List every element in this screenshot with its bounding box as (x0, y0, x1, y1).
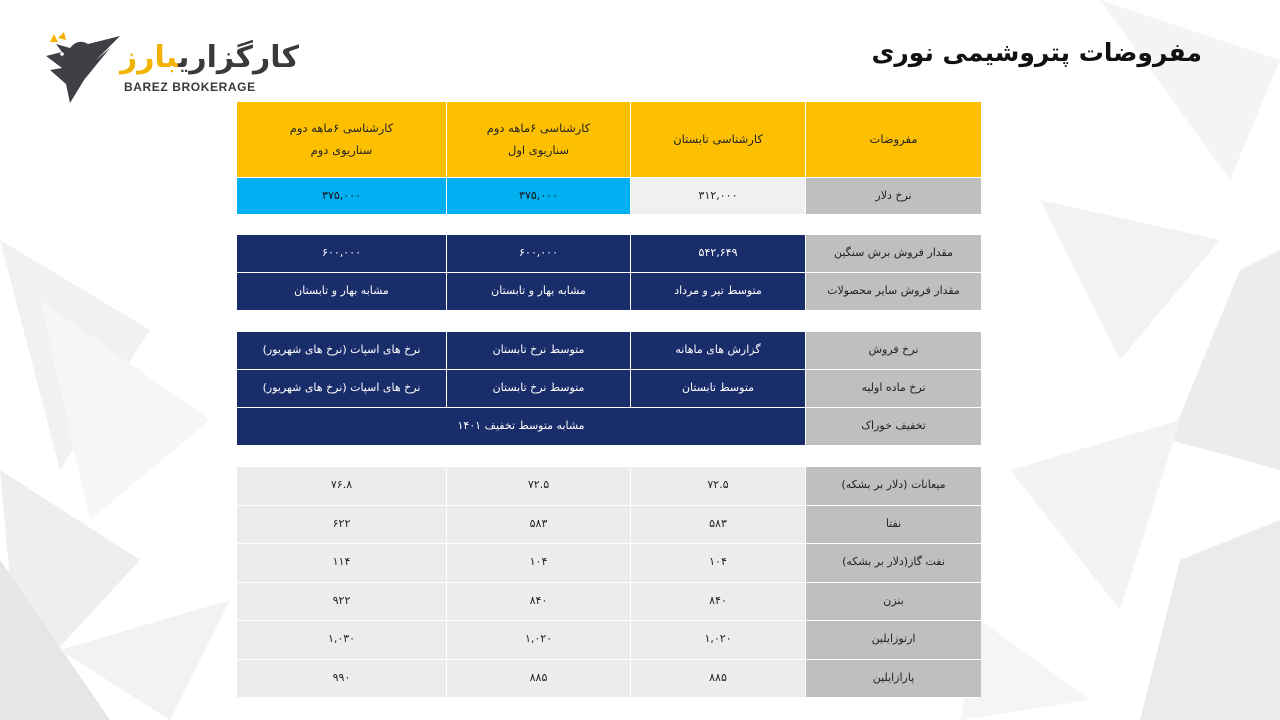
paraxylene-s1: ۸۸۵ (447, 660, 631, 699)
brand-name-persian: کارگزاریبارز (120, 40, 299, 75)
header-scenario-2-text: کارشناسی ۶ماهه دوم سناریوی دوم (289, 120, 394, 157)
dollar-rate-summer: ۳۱۲,۰۰۰ (631, 178, 806, 215)
condensate-s1: ۷۲.۵ (447, 467, 631, 506)
gasoil-summer: ۱۰۴ (631, 544, 806, 583)
header-summer: کارشناسی تابستان (631, 102, 806, 178)
table-row (237, 332, 981, 370)
sales-other-s1: مشابه بهار و تابستان (447, 273, 631, 311)
feed-discount-label: تخفیف خوراک (806, 408, 981, 446)
dollar-rate-row (237, 178, 981, 215)
table-row (237, 408, 981, 446)
table-row (237, 370, 981, 408)
sale-rate-s2: نرخ های اسپات (نرخ های شهریور) (237, 332, 447, 370)
naphtha-summer: ۵۸۳ (631, 506, 806, 545)
condensate-summer: ۷۲.۵ (631, 467, 806, 506)
sales-heavy-s2: ۶۰۰,۰۰۰ (237, 235, 447, 273)
header-scenario-1-text: کارشناسی ۶ماهه دوم سناریوی اول (486, 120, 591, 157)
table-row (237, 467, 981, 506)
sales-heavy-s1: ۶۰۰,۰۰۰ (447, 235, 631, 273)
dollar-rate-s2: ۳۷۵,۰۰۰ (237, 178, 447, 215)
brand-name-english: BAREZ BROKERAGE (124, 80, 256, 94)
page-title: مفروضات پتروشیمی نوری (871, 38, 1202, 67)
feed-rate-summer: متوسط تابستان (631, 370, 806, 408)
gasoil-s2: ۱۱۴ (237, 544, 447, 583)
table-row (237, 273, 981, 311)
table-row (237, 544, 981, 583)
eagle-logo-icon (40, 30, 122, 105)
benzene-s1: ۸۴۰ (447, 583, 631, 622)
condensate-label: میعانات (دلار بر بشکه) (806, 467, 981, 506)
sale-rate-s1: متوسط نرخ تابستان (447, 332, 631, 370)
table-row (237, 583, 981, 622)
sales-other-label: مقدار فروش سایر محصولات (806, 273, 981, 311)
sales-other-summer: متوسط تیر و مرداد (631, 273, 806, 311)
brand-logo (40, 30, 299, 105)
header-assumptions: مفروضات (806, 102, 981, 178)
header-scenario-1 (447, 102, 631, 178)
benzene-label: بنزن (806, 583, 981, 622)
sale-rate-label: نرخ فروش (806, 332, 981, 370)
table-row (237, 506, 981, 545)
feed-rate-s1: متوسط نرخ تابستان (447, 370, 631, 408)
sales-other-s2: مشابه بهار و تابستان (237, 273, 447, 311)
paraxylene-summer: ۸۸۵ (631, 660, 806, 699)
feed-discount-value: مشابه متوسط تخفیف ۱۴۰۱ (237, 408, 806, 446)
orthoxylene-label: ارتوزایلین (806, 621, 981, 660)
section-gap (237, 311, 981, 332)
orthoxylene-s1: ۱,۰۲۰ (447, 621, 631, 660)
sales-heavy-summer: ۵۴۲,۶۴۹ (631, 235, 806, 273)
paraxylene-label: پارازایلین (806, 660, 981, 699)
sale-rate-summer: گزارش های ماهانه (631, 332, 806, 370)
feed-rate-label: نرخ ماده اولیه (806, 370, 981, 408)
dollar-rate-label: نرخ دلار (806, 178, 981, 215)
naphtha-label: نفتا (806, 506, 981, 545)
benzene-summer: ۸۴۰ (631, 583, 806, 622)
table-row (237, 621, 981, 660)
table-row (237, 235, 981, 273)
naphtha-s1: ۵۸۳ (447, 506, 631, 545)
sales-heavy-label: مقدار فروش برش سنگین (806, 235, 981, 273)
naphtha-s2: ۶۲۲ (237, 506, 447, 545)
paraxylene-s2: ۹۹۰ (237, 660, 447, 699)
section-gap (237, 446, 981, 467)
gasoil-s1: ۱۰۴ (447, 544, 631, 583)
feed-rate-s2: نرخ های اسپات (نرخ های شهریور) (237, 370, 447, 408)
benzene-s2: ۹۲۲ (237, 583, 447, 622)
orthoxylene-summer: ۱,۰۲۰ (631, 621, 806, 660)
table-row (237, 660, 981, 699)
section-gap (237, 215, 981, 235)
header-scenario-2 (237, 102, 447, 178)
assumptions-table (237, 102, 981, 698)
condensate-s2: ۷۶.۸ (237, 467, 447, 506)
table-header-row (237, 102, 981, 178)
gasoil-label: نفت گاز(دلار بر بشکه) (806, 544, 981, 583)
orthoxylene-s2: ۱,۰۳۰ (237, 621, 447, 660)
dollar-rate-s1: ۳۷۵,۰۰۰ (447, 178, 631, 215)
